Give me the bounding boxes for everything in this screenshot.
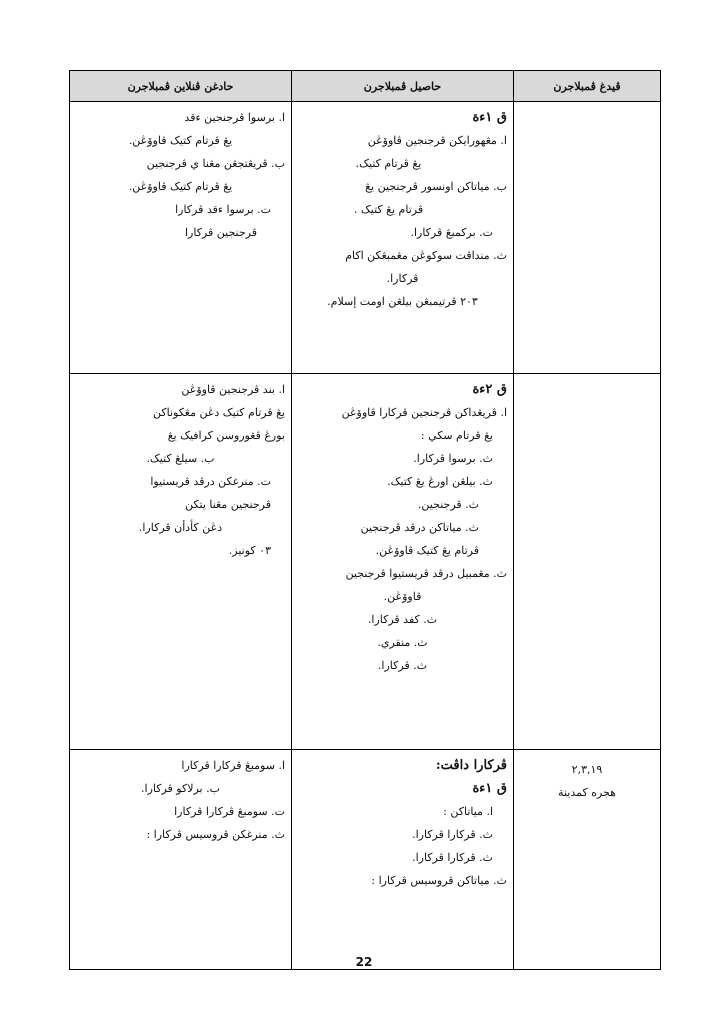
- assessment-cell: [70, 102, 292, 374]
- assessment-cell: [70, 750, 292, 970]
- learning-outcome-cell-line: ث. منقري.: [377, 636, 428, 649]
- learning-outcome-cell-line: يڠ ڤرتام سکي :: [420, 429, 493, 442]
- indicator-cell: [514, 374, 661, 750]
- table-header-row: [70, 71, 661, 102]
- assessment-cell-line: ب. سيلڠ کتيک.: [146, 452, 215, 465]
- assessment-cell-line: ث. منرغکن ڤروسيس ڤرکارا :: [146, 828, 285, 841]
- assessment-cell-line: ت. سومبڠ ڤرکارا ڤرکارا: [174, 805, 285, 818]
- learning-outcome-cell: [292, 750, 514, 970]
- learning-outcome-cell-line: ق ٢ءة: [472, 382, 507, 397]
- indicator-cell: [514, 102, 661, 374]
- header-assessment: حادغن ڤنلاين ڤمبلاجرن: [70, 71, 292, 102]
- indicator-cell-line: ٢,٣,١٩: [571, 763, 603, 776]
- learning-outcome-cell-line: ا. ڤريڠداکن ڤرجنجين ڤرکارا ڤاوۆڠن: [341, 406, 507, 419]
- learning-outcome-cell-line: ٢٠٣ ڤرتيمبڠن بيلڠن اومت إسلام.: [327, 295, 478, 308]
- assessment-cell-line: ا. بند ڤرجنجين ڤاوۆڠن: [181, 383, 285, 396]
- header-learning-outcome: حاصيل ڤمبلاجرن: [292, 71, 514, 102]
- assessment-cell-line: ب. ڤريڠتجڠن مڠنا ي ڤرجنجين: [146, 157, 285, 170]
- table-row: [70, 750, 661, 970]
- lesson-plan-table: [69, 70, 661, 970]
- learning-outcome-cell-line: ث. ڤرجنجين.: [417, 498, 479, 511]
- header-indicator: ڤيدغ ڤمبلاجرن: [514, 71, 661, 102]
- assessment-cell-line: ا. برسوا ڤرجنجين ءقد: [184, 111, 285, 124]
- learning-outcome-cell-line: ث. ڤرکارا ڤرکارا.: [412, 851, 493, 864]
- learning-outcome-cell-line: ث. برسوا ڤرکارا.: [413, 452, 493, 465]
- assessment-cell: [70, 374, 292, 750]
- learning-outcome-cell-line: ڤرکارا داڤت:: [435, 758, 507, 773]
- learning-outcome-cell-line: ا. مياتاکن :: [443, 805, 493, 818]
- learning-outcome-cell-line: ت. برکمبڠ ڤرکارا.: [410, 226, 493, 239]
- assessment-cell-line: يڠ ڤرتام کتيک ڤاوۆڠن.: [128, 180, 233, 193]
- learning-outcome-cell: [292, 102, 514, 374]
- table-row: [70, 374, 661, 750]
- learning-outcome-cell-line: ث. مڠمبيل درڤد ڤريستيوا ڤرجنجين: [345, 567, 507, 580]
- assessment-cell-line: يڠ ڤرتام کتيک دڠن مڠکوناکن: [153, 406, 285, 419]
- indicator-cell: [514, 750, 661, 970]
- learning-outcome-cell-line: ث. ڤرکارا.: [377, 659, 428, 672]
- learning-outcome-cell-line: ث. بيلڠن اورڠ يڠ کتيک.: [387, 475, 493, 488]
- assessment-cell-line: بورڠ ڤڠوروسن کرافيک يڠ: [167, 429, 285, 442]
- assessment-cell-line: ب. برلاکو ڤرکارا.: [141, 782, 220, 795]
- learning-outcome-cell-line: ث. مياتاکن درڤد ڤرجنجين: [360, 521, 479, 534]
- assessment-cell-line: ڤرجنجين مڠنا يتکن: [185, 498, 271, 511]
- learning-outcome-cell-line: ا. مڠهورايکن ڤرجنجين ڤاوۆڠن: [367, 134, 507, 147]
- learning-outcome-cell-line: ب. مياتاکن اونسور ڤرجنجين يڠ: [365, 180, 507, 193]
- page-number: 22: [355, 955, 373, 969]
- learning-outcome-cell-line: يڠ ڤرتام کتيک.: [355, 157, 422, 170]
- learning-outcome-cell-line: ث. ڤرکارا ڤرکارا.: [412, 828, 493, 841]
- learning-outcome-cell: [292, 374, 514, 750]
- learning-outcome-cell-line: ث. مياتاکن ڤروسيس ڤرکارا :: [371, 874, 507, 887]
- table-row: [70, 102, 661, 374]
- assessment-cell-line: ا. سومبڠ ڤرکارا ڤرکارا: [181, 759, 285, 772]
- assessment-cell-line: ڤرجنجين ڤرکارا: [184, 226, 257, 239]
- assessment-cell-line: ٠٣ کونيز.: [228, 544, 271, 557]
- learning-outcome-cell-line: ڤرتام يڠ کتيک ڤاوۆڠن.: [375, 544, 479, 557]
- learning-outcome-cell-line: ڤرکارا.: [386, 272, 419, 285]
- learning-outcome-cell-line: ق ۱ءة: [472, 781, 507, 796]
- learning-outcome-cell-line: ث. منداڤت سوکوڠن مڠمبڠکن اکام: [345, 249, 507, 262]
- assessment-cell-line: ت. برسوا ءقد ڤرکارا: [175, 203, 271, 216]
- assessment-cell-line: ت. منرغکن درڤد ڤريستيوا: [150, 475, 271, 488]
- assessment-cell-line: يڠ ڤرتام کتيک ڤاوۆڠن.: [128, 134, 233, 147]
- learning-outcome-cell-line: ڤاوۆڠن.: [383, 590, 422, 603]
- assessment-cell-line: دڠن کأدأن ڤرکارا.: [138, 521, 223, 534]
- indicator-cell-line: هجره کمدينة: [558, 786, 616, 799]
- learning-outcome-cell-line: ث. کفد ڤرکارا.: [367, 613, 438, 626]
- learning-outcome-cell-line: ق ۱ءة: [472, 110, 507, 125]
- learning-outcome-cell-line: ڤرتام يڠ کتيک .: [353, 203, 424, 216]
